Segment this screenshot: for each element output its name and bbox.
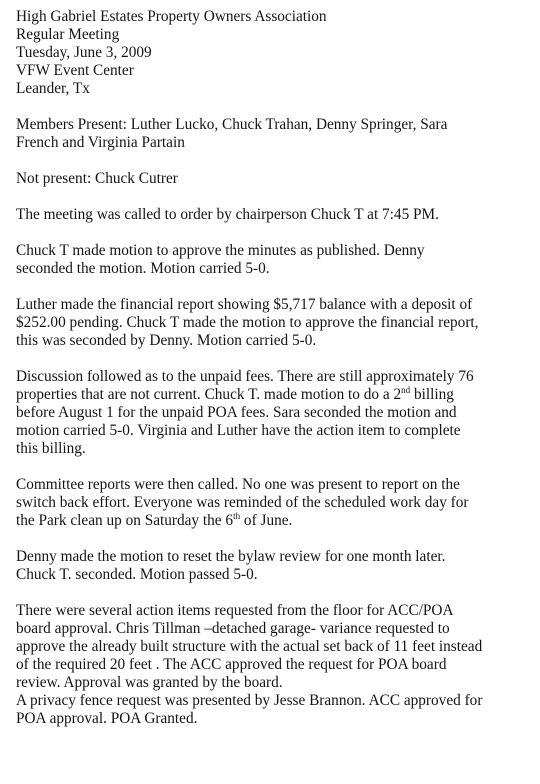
members-present: Members Present: Luther Lucko, Chuck Trahan, Denny Springer, Sara French and Virginia Partain (16, 116, 448, 151)
meeting-date: Tuesday, June 3, 2009 (16, 44, 152, 61)
acc-action-items: There were several action items requested from the floor for ACC/POA board approval. Chris Tillman –detached garage- variance requested to approve the already built structure with the actual set back of 11 feet instead of the required 20 feet . The ACC approved the request for POA board review. Approval was granted by the board. A privacy fence request was presented by Jesse Brannon. ACC approved for POA approval. POA Granted. (16, 602, 483, 727)
document-header (16, 8, 530, 98)
meeting-venue: VFW Event Center (16, 62, 134, 79)
call-to-order: The meeting was called to order by chairperson Chuck T at 7:45 PM. (16, 206, 439, 223)
committee-reports: Committee reports were then called. No one was present to report on the switch back effort. Everyone was reminded of the scheduled work day for the Park clean up on Saturday the 6th of June. (16, 476, 469, 529)
unpaid-fees: Discussion followed as to the unpaid fees. There are still approximately 76 properties that are not current. Chuck T. made motion to do a 2nd billing before August 1 for the unpaid POA fees. Sara seconded the motion and motion carried 5-0. Virginia and Luther have the action item to complete this billing. (16, 368, 474, 457)
meeting-city: Leander, Tx (16, 80, 90, 97)
not-present: Not present: Chuck Cutrer (16, 170, 178, 187)
bylaw-review: Denny made the motion to reset the bylaw review for one month later. Chuck T. seconded. Motion passed 5-0. (16, 548, 446, 583)
org-name: High Gabriel Estates Property Owners Association (16, 8, 327, 25)
financial-report: Luther made the financial report showing $5,717 balance with a deposit of $252.00 pending. Chuck T made the motion to approve the financial report, this was seconded by Denny. Motion carried 5-0. (16, 296, 479, 349)
meeting-type: Regular Meeting (16, 26, 120, 43)
minutes-approval: Chuck T made motion to approve the minutes as published. Denny seconded the motion. Motion carried 5-0. (16, 242, 425, 277)
